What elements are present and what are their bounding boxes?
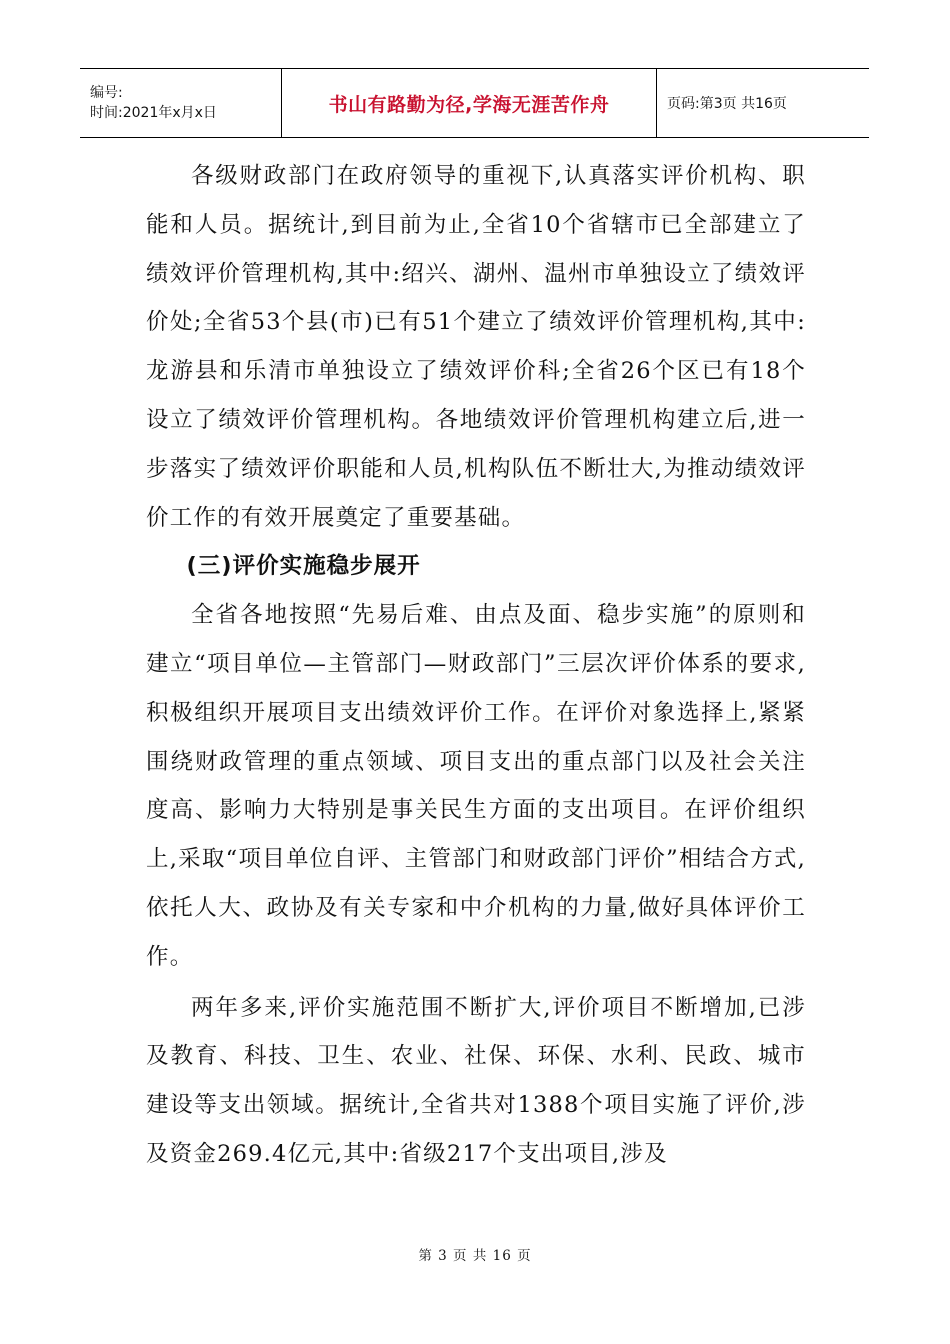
document-number-label: 编号:	[90, 85, 123, 101]
document-body	[146, 152, 806, 1179]
paragraph-scope: 两年多来,评价实施范围不断扩大,评价项目不断增加,已涉及教育、科技、卫生、农业、社保、环保、水利、民政、城市建设等支出领域。据统计,全省共对1388个项目实施了评价,涉及资金269.4亿元,其中:省级217个支出项目,涉及	[146, 994, 806, 1167]
header-page-info: 页码:第3页 共16页	[667, 96, 787, 112]
paragraph-institutions: 各级财政部门在政府领导的重视下,认真落实评价机构、职能和人员。据统计,到目前为止,全省10个省辖市已全部建立了绩效评价管理机构,其中:绍兴、湖州、温州市单独设立了绩效评价处;全省53个县(市)已有51个建立了绩效评价管理机构,其中:龙游县和乐清市单独设立了绩效评价科;全省26个区已有18个设立了绩效评价管理机构。各地绩效评价管理机构建立后,进一步落实了绩效评价职能和人员,机构队伍不断壮大,为推动绩效评价工作的有效开展奠定了重要基础。	[146, 163, 806, 531]
paragraph-implementation: 全省各地按照“先易后难、由点及面、稳步实施”的原则和建立“项目单位—主管部门—财政部门”三层次评价体系的要求,积极组织开展项目支出绩效评价工作。在评价对象选择上,紧紧围绕财政管理的重点领域、项目支出的重点部门以及社会关注度高、影响力大特别是事关民生方面的支出项目。在评价组织上,采取“项目单位自评、主管部门和财政部门评价”相结合方式,依托人大、政协及有关专家和中介机构的力量,做好具体评价工作。	[146, 602, 806, 970]
header-motto: 书山有路勤为径,学海无涯苦作舟	[282, 69, 657, 137]
document-time-label: 时间:2021年x月x日	[90, 105, 217, 121]
page-header	[80, 68, 869, 138]
page-footer: 第 3 页 共 16 页	[418, 1248, 532, 1264]
section-heading-3: (三)评价实施稳步展开	[186, 553, 421, 580]
header-meta	[80, 69, 282, 137]
